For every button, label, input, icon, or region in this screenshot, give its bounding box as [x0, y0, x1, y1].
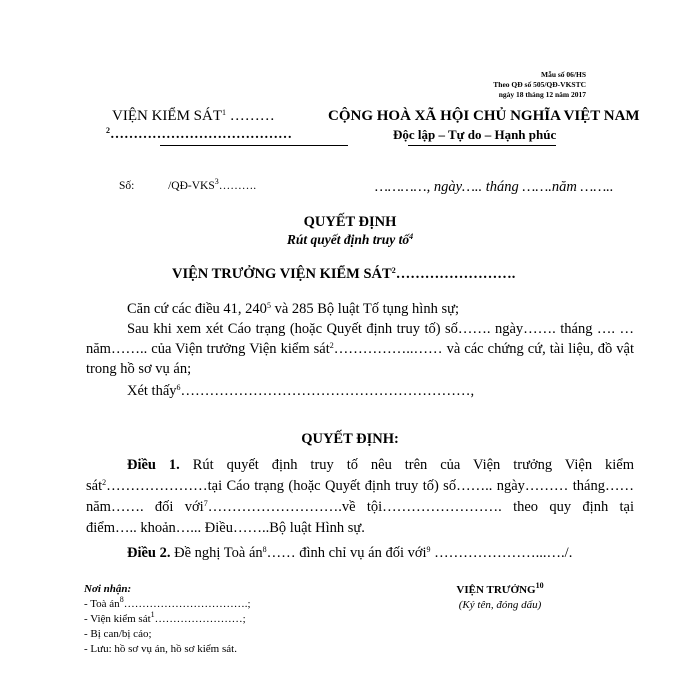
article-1-a: Rút quyết định truy tố nêu trên của Viện trưởng Viện kiểm sát [86, 457, 634, 494]
subagency-dots: ………………………………… [110, 127, 292, 142]
subagency-sup: 2 [106, 126, 110, 135]
place-date: …………, ngày….. tháng …….năm …….. [375, 179, 614, 195]
signature-title [430, 581, 570, 596]
preamble-1-a: Căn cứ các điều 41, 240 [127, 301, 267, 317]
form-note-line3: ngày 18 tháng 12 năm 2017 [498, 90, 586, 99]
preamble-1-b: và 285 Bộ luật Tố tụng hình sự; [270, 301, 459, 317]
subagency-line [106, 127, 292, 143]
recipient-court-sup: 8 [119, 595, 124, 604]
preamble-3-b: ……………………………………………………, [180, 383, 475, 399]
article-1-sup1: 2 [102, 478, 107, 487]
recipient-court-a: - Toà án [84, 598, 120, 610]
article-2 [127, 543, 572, 563]
article-1-b: …………………tại Cáo trạng (hoặc Quyết định truy tố) số…….. ngày……… tháng……năm……. đối với [86, 478, 634, 515]
document-title: QUYẾT ĐỊNH [303, 214, 397, 230]
subtitle-sup: 4 [409, 232, 414, 241]
article-2-label: Điều 2. [127, 545, 171, 561]
agency-dots: ……… [226, 108, 275, 124]
agency-text: VIỆN KIỂM SÁT [112, 108, 222, 124]
subtitle-text: Rút quyết định truy tố [286, 232, 410, 247]
agency-name [112, 108, 275, 125]
recipients [84, 582, 251, 657]
article-2-sup2: 9 [426, 545, 431, 554]
recipient-defendant: - Bị can/bị cáo; [84, 628, 152, 640]
preamble-3 [127, 381, 474, 401]
agency-sup: 1 [222, 108, 226, 117]
preamble-1 [127, 299, 459, 319]
number-label: Số: [119, 180, 135, 192]
nation-title: CỘNG HOÀ XÃ HỘI CHỦ NGHĨA VIỆT NAM [328, 108, 640, 124]
recipient-archive: - Lưu: hồ sơ vụ án, hồ sơ kiểm sát. [84, 643, 237, 655]
motto-underline [408, 145, 556, 146]
preamble-2-sup: 2 [329, 341, 334, 350]
recipients-heading: Nơi nhận: [84, 583, 132, 595]
authority-text: VIỆN TRƯỞNG VIỆN KIỂM SÁT [172, 266, 392, 282]
preamble-1-sup: 5 [266, 301, 271, 310]
article-1-label: Điều 1. [127, 457, 180, 473]
authority-line [172, 266, 515, 283]
article-2-a: Đề nghị Toà án [170, 545, 263, 561]
recipient-court-b: …………………………….; [123, 598, 251, 610]
authority-dots: ……………………. [395, 266, 516, 282]
recipient-procuracy-sup: 1 [150, 610, 155, 619]
article-2-b: …… đình chỉ vụ án đối với [266, 545, 427, 561]
preamble-2 [86, 319, 634, 379]
document-subtitle [0, 232, 700, 248]
article-1-sup2: 7 [203, 499, 208, 508]
form-note-line1: Mẫu số 06/HS [540, 70, 586, 79]
motto: Độc lập – Tự do – Hạnh phúc [393, 127, 557, 142]
preamble-3-sup: 6 [176, 383, 181, 392]
recipient-procuracy-a: - Viện kiểm sát [84, 613, 151, 625]
document-number [119, 177, 257, 192]
article-1-c: ……………………….về tội……………………. theo quy định tại điểm….. khoản…... Điều……..Bộ luật Hình sự. [86, 499, 634, 536]
recipient-procuracy [84, 612, 251, 627]
article-2-c: …………………...…./. [430, 545, 573, 561]
authority-sup: 2 [391, 266, 396, 275]
number-code: /QĐ-VKS [168, 180, 215, 192]
signature-title-text: VIỆN TRƯỞNG [456, 584, 536, 596]
form-note [493, 70, 586, 100]
article-1 [86, 455, 634, 539]
recipient-procuracy-b: ……………………; [154, 613, 246, 625]
agency-underline [160, 145, 348, 146]
signature-title-sup: 10 [535, 581, 544, 590]
recipient-court [84, 597, 251, 612]
preamble-2-b: ……………..…… và các chứng cứ, tài liệu, đồ vật trong hồ sơ vụ án; [86, 341, 634, 377]
article-2-sup1: 8 [262, 545, 267, 554]
signature-note: (Ký tên, đóng dấu) [458, 599, 542, 611]
decision-heading: QUYẾT ĐỊNH: [301, 431, 399, 447]
preamble-2-a: Sau khi xem xét Cáo trạng (hoặc Quyết định truy tố) số……. ngày……. tháng …. …năm…….. của Viện trưởng Viện kiểm sát [86, 321, 634, 357]
number-code-sup: 3 [214, 177, 219, 186]
preamble-3-a: Xét thấy [127, 383, 177, 399]
number-dots: ………. [218, 180, 257, 192]
form-note-line2: Theo QĐ số 505/QĐ-VKSTC [493, 80, 586, 89]
